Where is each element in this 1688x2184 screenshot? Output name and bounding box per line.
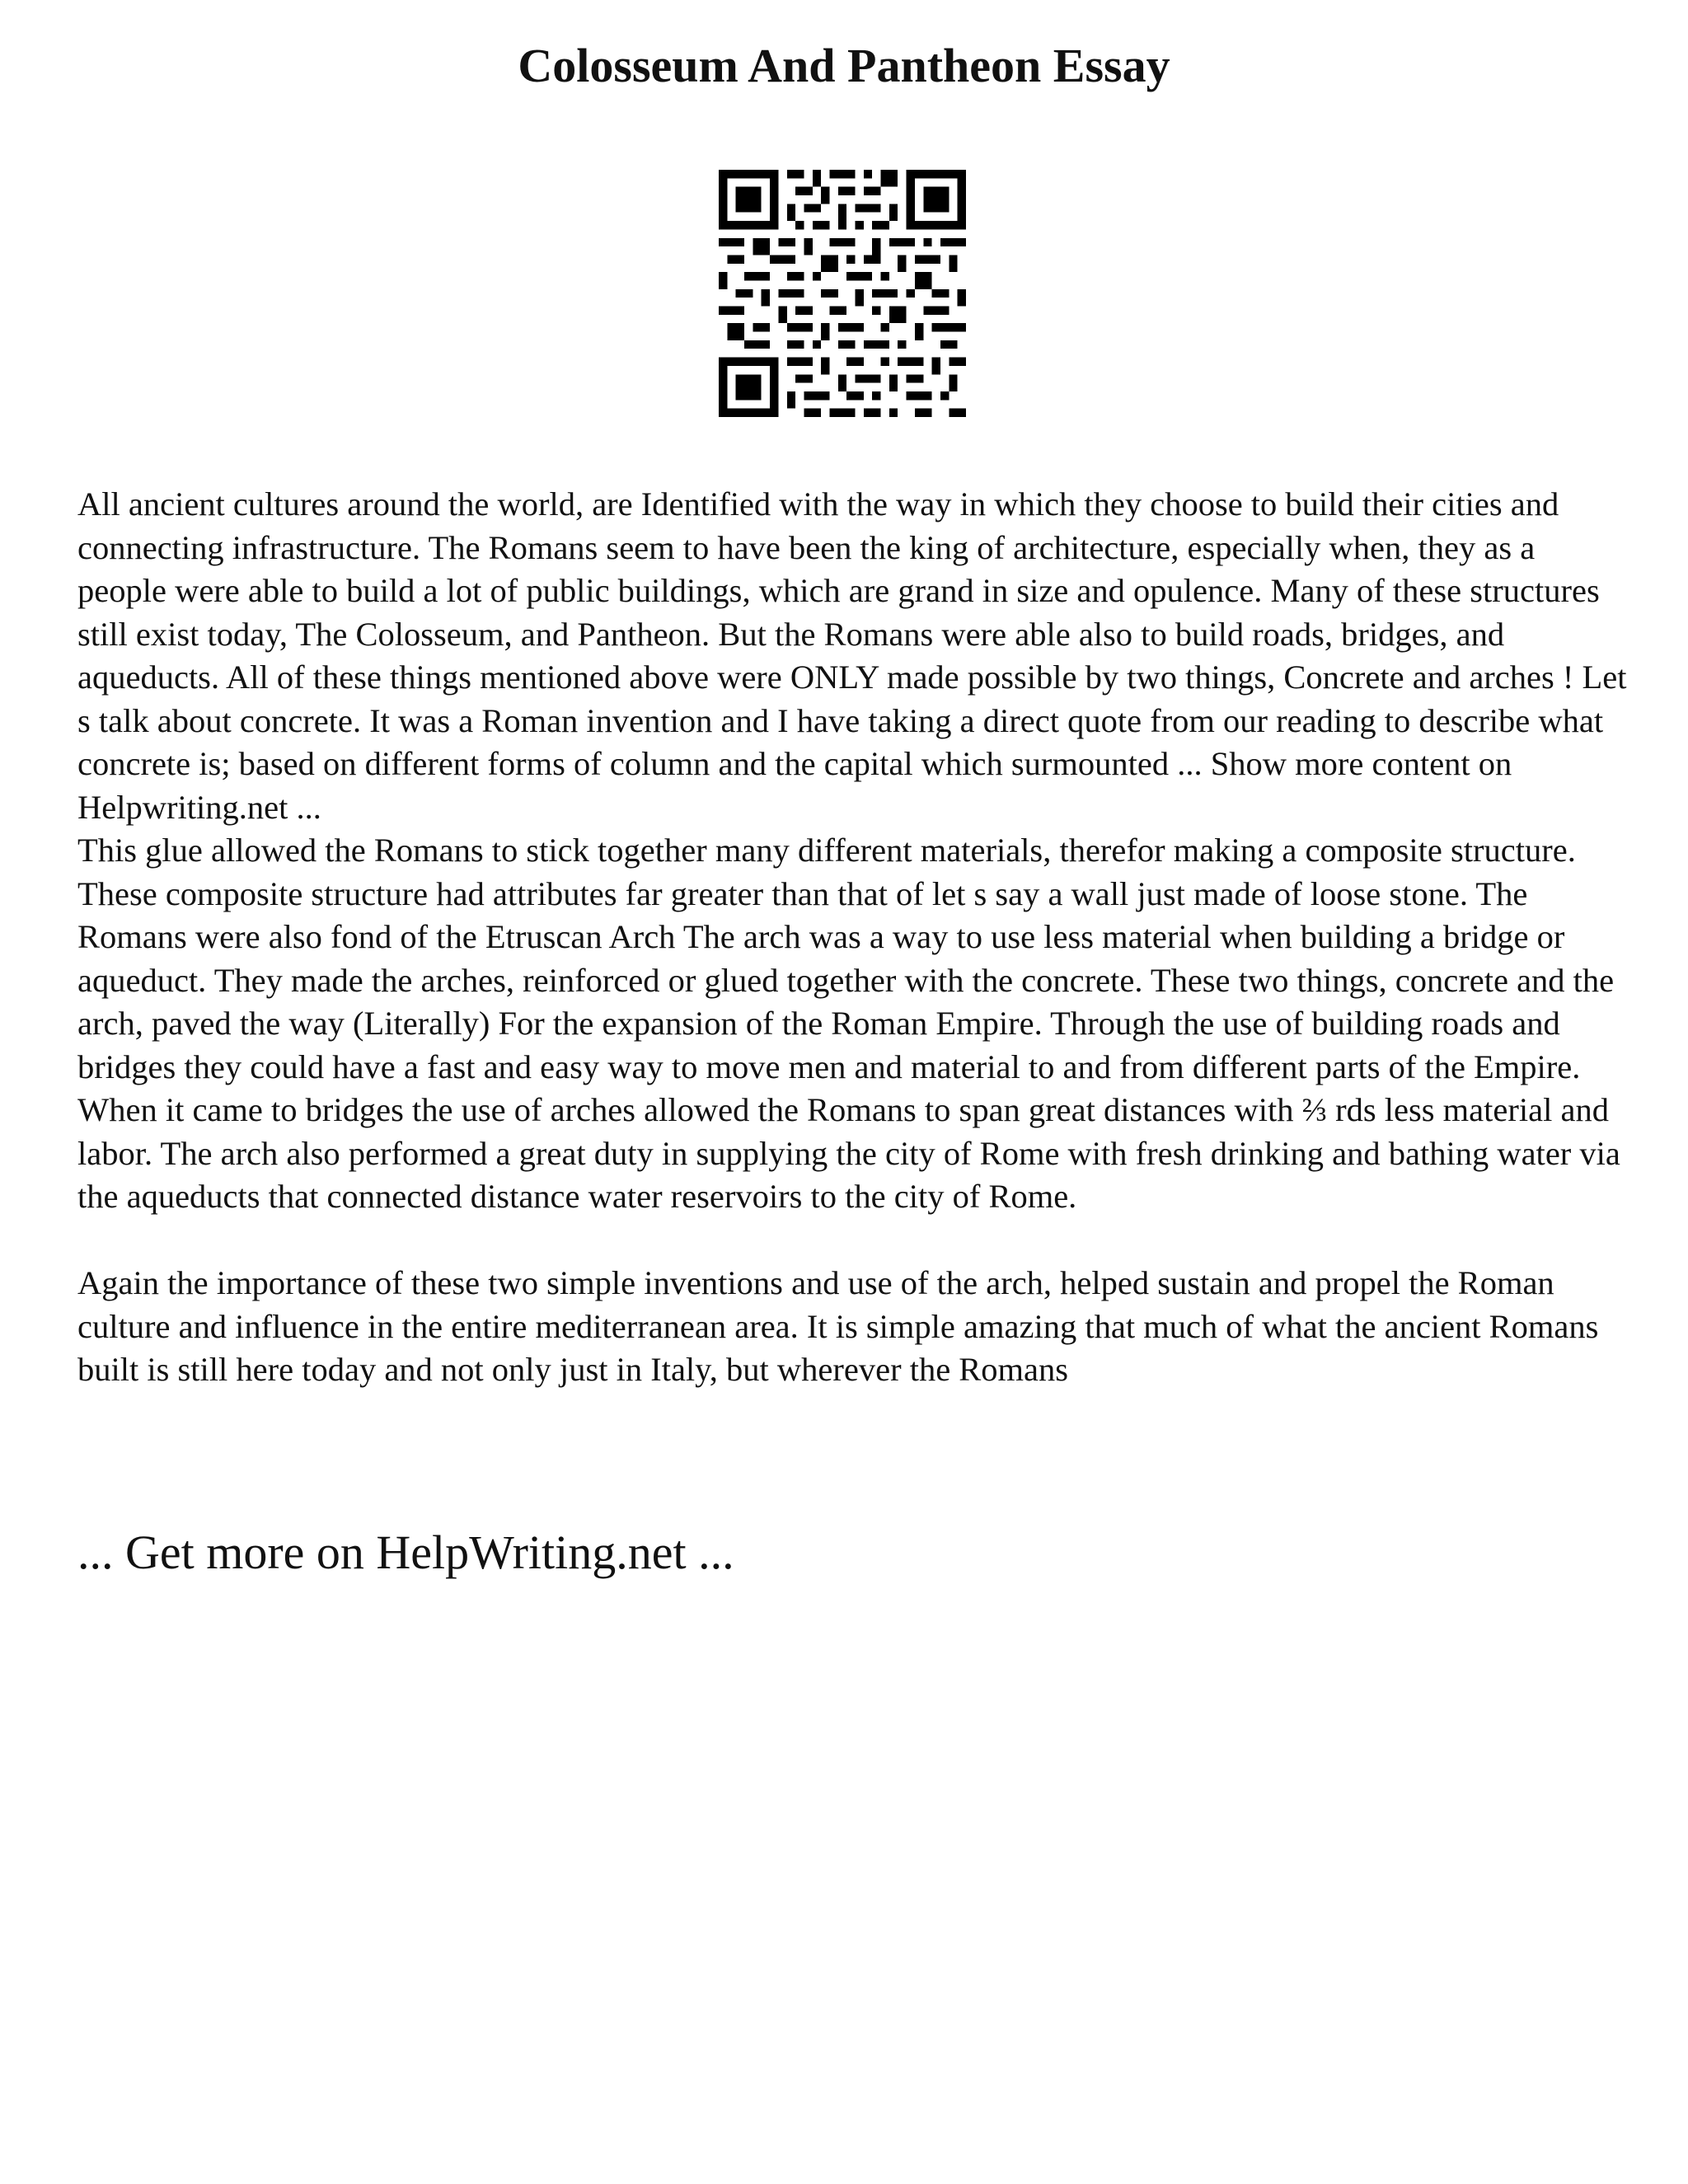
get-more-link[interactable]: ... Get more on HelpWriting.net ...	[77, 1526, 734, 1579]
qr-code-icon	[719, 170, 966, 417]
essay-paragraph-3: Again the importance of these two simple inventions and use of the arch, helped sustain and propel the Roman culture and influence in the entire mediterranean area. It is simple amazing that much of what the ancient Romans built is still here today and not only just in Italy, but wherever the Romans	[77, 1264, 1599, 1388]
page-title: Colosseum And Pantheon Essay	[518, 39, 1170, 92]
essay-body	[77, 483, 1627, 1392]
essay-paragraph-2: This glue allowed the Romans to stick together many different materials, therefor making a composite structure. These composite structure had attributes far greater than that of let s say a wall just made of loose stone. The Romans were also fond of the Etruscan Arch The arch was a way to use less material when building a bridge or aqueduct. They made the arches, reinforced or glued together with the concrete. These two things, concrete and the arch, paved the way (Literally) For the expansion of the Roman Empire. Through the use of building roads and bridges they could have a fast and easy way to move men and material to and from different parts of the Empire. When it came to bridges the use of arches allowed the Romans to span great distances with ⅔ rds less material and labor. The arch also performed a great duty in supplying the city of Rome with fresh drinking and bathing water via the aqueducts that connected distance water reservoirs to the city of Rome.	[77, 832, 1620, 1215]
essay-paragraph-1: All ancient cultures around the world, are Identified with the way in which they choose to build their cities and connecting infrastructure. The Romans seem to have been the king of architecture, especially when, they as a people were able to build a lot of public buildings, which are grand in size and opulence. Many of these structures still exist today, The Colosseum, and Pantheon. But the Romans were able also to build roads, bridges, and aqueducts. All of these things mentioned above were ONLY made possible by two things, Concrete and arches ! Let s talk about concrete. It was a Roman invention and I have taking a direct quote from our reading to describe what concrete is; based on different forms of column and the capital which surmounted ... Show more content on Helpwriting.net ...	[77, 485, 1627, 826]
qr-code-graphic	[719, 170, 966, 417]
